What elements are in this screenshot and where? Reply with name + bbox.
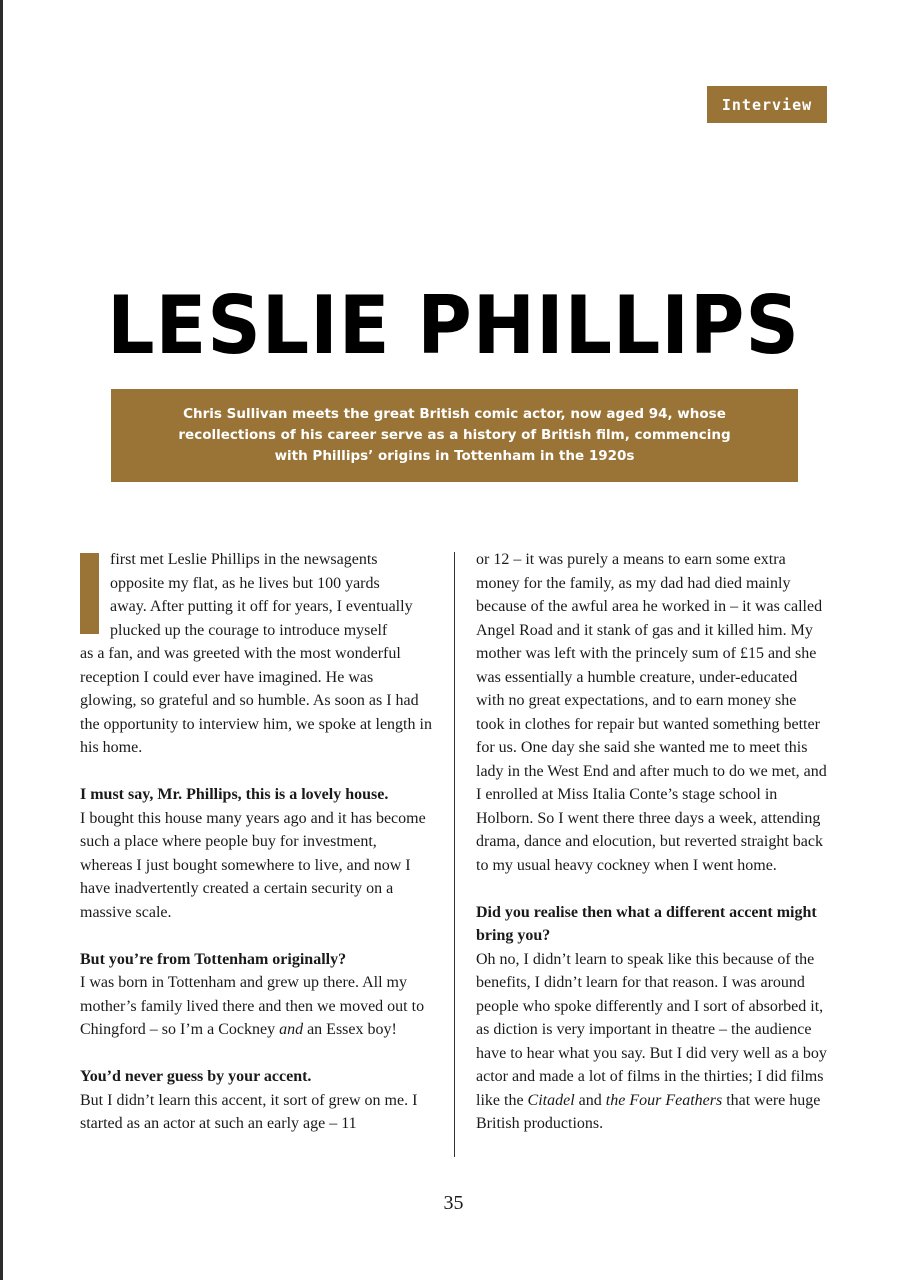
question-1: I must say, Mr. Phillips, this is a lovely house.: [80, 786, 389, 803]
answer-4-mid: and: [574, 1091, 606, 1109]
intro-line-4: plucked up the courage to introduce myself: [110, 621, 388, 639]
paragraph-gap: [80, 760, 432, 784]
answer-2-after: an Essex boy!: [303, 1021, 397, 1038]
paragraph-gap: [80, 924, 432, 948]
section-tag-label: Interview: [721, 95, 813, 114]
page-number: 35: [443, 1192, 464, 1214]
intro-line-3: away. After putting it off for years, I eventually: [110, 598, 413, 615]
intro-line-2: opposite my flat, as he lives but 100 yards: [110, 574, 380, 592]
answer-2: [80, 971, 432, 1042]
section-tag: [707, 86, 827, 123]
answer-4-film-four-feathers: the Four Feathers: [605, 1091, 723, 1109]
answer-3-left: But I didn’t learn this accent, it sort of grew on me. I started as an actor at such an early age – 11: [80, 1091, 418, 1132]
page-edge-rule: [0, 0, 3, 1280]
article-title: LESLIE PHILLIPS: [107, 279, 800, 372]
paragraph-gap: [80, 1042, 432, 1066]
answer-4-after: that were huge British productions.: [476, 1091, 821, 1132]
answer-2-italic: and: [279, 1021, 304, 1038]
standfirst-box: [111, 389, 798, 482]
answer-1: I bought this house many years ago and it has become such a place where people buy for investment, whereas I just bought somewhere to live, and now I have inadvertently created a certain security on a massive scale.: [80, 809, 426, 921]
answer-2-before: I was born in Tottenham and grew up there. All my mother’s family lived there and then we moved out to Chingford – so I’m a Cockney: [80, 974, 425, 1038]
intro-paragraph: [80, 548, 432, 760]
answer-4-before: Oh no, I didn’t learn to speak like this because of the benefits, I didn’t learn for that reason. I was around people who spoke differently and I sort of absorbed it, as diction is very important in theatre – the audience have to hear what you say. But I did very well as a boy actor and made a lot of films in the thirties; I did films like the: [476, 950, 827, 1109]
article-column-right: [476, 548, 828, 1136]
intro-rest: as a fan, and was greeted with the most wonderful reception I could ever have imagined. He was glowing, so grateful and so humble. As soon as I had the opportunity to interview him, we spoke at length in his home.: [80, 645, 432, 756]
answer-4: [476, 948, 828, 1136]
answer-3-right: or 12 – it was purely a means to earn some extra money for the family, as my dad had died mainly because of the awful area he worked in – it was called Angel Road and it stank of gas and it killed him. My mother was left with the princely sum of £15 and she was essentially a humble creature, under-educated with no great expectations, and to earn money she took in clothes for repair but wanted something better for us. One day she said she wanted me to meet this lady in the West End and after much to do we met, and I enrolled at Miss Italia Conte’s stage school in Holborn. So I went there three days a week, attending drama, dance and elocution, but reverted straight back to my usual heavy cockney when I went home.: [476, 551, 827, 874]
question-3: You’d never guess by your accent.: [80, 1068, 312, 1085]
column-divider: [454, 552, 455, 1157]
article-column-left: [80, 548, 432, 1136]
question-4: Did you realise then what a different accent might bring you?: [476, 903, 817, 944]
paragraph-gap: [476, 877, 828, 901]
answer-4-film-citadel: Citadel: [527, 1091, 575, 1109]
standfirst-text: Chris Sullivan meets the great British comic actor, now aged 94, whose recollections of his career serve as a history of British film, commencing with Phillips’ origins in Tottenham in the 1920s: [178, 406, 731, 464]
question-2: But you’re from Tottenham originally?: [80, 950, 347, 968]
intro-line-1: first met Leslie Phillips in the newsagents: [110, 551, 378, 568]
